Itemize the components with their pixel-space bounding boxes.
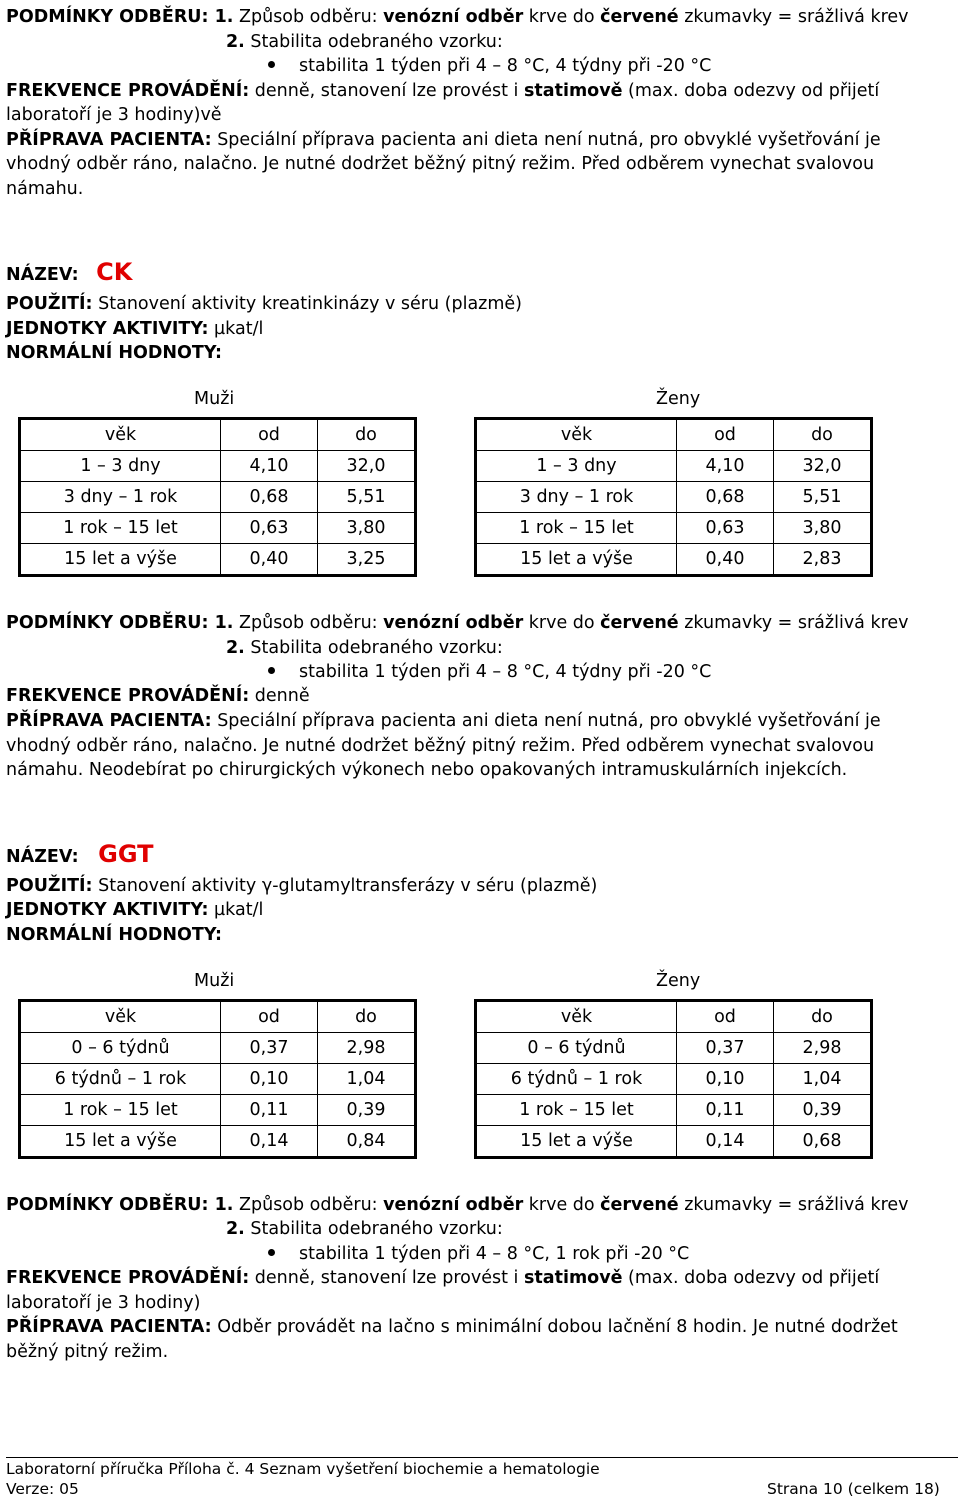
to-value-cell: 32,0 [318,451,416,482]
text: µkat/l [208,319,264,339]
from-value-cell: 0,63 [221,513,318,544]
from-value-cell: 0,14 [221,1126,318,1158]
to-value-cell: 3,80 [774,513,872,544]
stability-bullet [268,1243,689,1265]
age-cell: 3 dny – 1 rok [476,482,677,513]
footer-page-number: Strana 10 (celkem 18) [767,1480,940,1498]
frequency-line [6,80,879,102]
preparation-label: PŘÍPRAVA PACIENTA: [6,711,212,731]
text: denně, stanovení lze provést i [249,81,524,101]
from-value-cell: 0,37 [677,1033,774,1064]
from-value-cell: 0,11 [221,1095,318,1126]
column-header: do [318,419,416,451]
age-cell: 1 – 3 dny [20,451,221,482]
table-row [476,544,872,576]
preparation-label: PŘÍPRAVA PACIENTA: [6,1317,212,1337]
column-header: věk [476,419,677,451]
frequency-label: FREKVENCE PROVÁDĚNÍ: [6,686,250,706]
preparation-line [6,1316,898,1338]
table-row [20,451,416,482]
text: Speciální příprava pacienta ani dieta není nutná, pro obvyklé vyšetřování je [211,130,881,150]
ggt-women-table [474,999,873,1159]
usage-label: POUŽITÍ: [6,294,93,314]
footer-divider [6,1457,958,1458]
table-row [20,1095,416,1126]
test-name-value: CK [96,258,133,286]
to-value-cell: 0,68 [774,1126,872,1158]
age-cell: 1 rok – 15 let [476,1095,677,1126]
age-cell: 15 let a výše [20,544,221,576]
to-value-cell: 5,51 [774,482,872,513]
to-value-cell: 3,25 [318,544,416,576]
age-cell: 1 rok – 15 let [476,513,677,544]
footer-title: Laboratorní příručka Příloha č. 4 Seznam vyšetření biochemie a hematologie [6,1460,600,1478]
text: krve do [523,613,601,633]
text: stabilita 1 týden při 4 – 8 °C, 4 týdny při -20 °C [299,662,712,682]
bold-text: venózní odběr [383,1195,524,1215]
to-value-cell: 0,84 [318,1126,416,1158]
usage-line [6,293,522,315]
usage-line [6,875,597,897]
table-row [20,544,416,576]
collection-conditions-line [6,612,909,634]
table-row [20,1033,416,1064]
to-value-cell: 5,51 [318,482,416,513]
text: Způsob odběru: [233,7,384,27]
frequency-line-2: laboratoří je 3 hodiny)vě [6,105,222,125]
age-cell: 1 – 3 dny [476,451,677,482]
women-header: Ženy [656,389,701,409]
from-value-cell: 0,11 [677,1095,774,1126]
text: Odběr provádět na lačno s minimální dobou lačnění 8 hodin. Je nutné dodržet [211,1317,898,1337]
bullet-icon [268,667,275,674]
column-header: od [221,419,318,451]
column-header: do [774,1001,872,1033]
from-value-cell: 0,40 [677,544,774,576]
preparation-label: PŘÍPRAVA PACIENTA: [6,130,212,150]
to-value-cell: 0,39 [774,1095,872,1126]
table-row [20,482,416,513]
text: Stabilita odebraného vzorku: [244,638,503,658]
text: krve do [523,7,601,27]
age-cell: 3 dny – 1 rok [20,482,221,513]
text: stabilita 1 týden při 4 – 8 °C, 1 rok při -20 °C [299,1244,690,1264]
to-value-cell: 2,98 [318,1033,416,1064]
collection-conditions-line [6,1194,909,1216]
preparation-line-3: námahu. Neodebírat po chirurgických výkonech nebo opakovaných intramuskulárních injekcích. [6,760,848,780]
test-name-ck [6,258,132,289]
bold-text: červené [600,7,679,27]
from-value-cell: 0,10 [677,1064,774,1095]
conditions-label: PODMÍNKY ODBĚRU: 1. [6,613,234,633]
bold-text: červené [600,613,679,633]
text: stabilita 1 týden při 4 – 8 °C, 4 týdny při -20 °C [299,56,712,76]
frequency-line [6,685,310,707]
from-value-cell: 0,68 [677,482,774,513]
table-header-row [476,1001,872,1033]
text: zkumavky = srážlivá krev [678,1195,909,1215]
usage-label: POUŽITÍ: [6,876,93,896]
name-label: NÁZEV: [6,847,79,867]
units-label: JEDNOTKY AKTIVITY: [6,319,209,339]
text: zkumavky = srážlivá krev [678,7,909,27]
from-value-cell: 0,68 [221,482,318,513]
to-value-cell: 2,98 [774,1033,872,1064]
age-cell: 0 – 6 týdnů [20,1033,221,1064]
from-value-cell: 0,10 [221,1064,318,1095]
table-header-row [476,419,872,451]
text: Stabilita odebraného vzorku: [244,1219,503,1239]
text: µkat/l [208,900,264,920]
preparation-line-3: námahu. [6,179,84,199]
age-cell: 6 týdnů – 1 rok [20,1064,221,1095]
bold-text: venózní odběr [383,613,524,633]
age-cell: 15 let a výše [20,1126,221,1158]
frequency-label: FREKVENCE PROVÁDĚNÍ: [6,1268,250,1288]
table-header-row [20,419,416,451]
normal-values-label: NORMÁLNÍ HODNOTY: [6,925,223,945]
column-header: od [221,1001,318,1033]
text: Stanovení aktivity γ-glutamyltransferázy v séru (plazmě) [92,876,598,896]
table-row [20,1064,416,1095]
to-value-cell: 2,83 [774,544,872,576]
units-line [6,318,263,340]
units-line [6,899,263,921]
men-header: Muži [194,389,235,409]
table-row [476,1064,872,1095]
to-value-cell: 0,39 [318,1095,416,1126]
text: Způsob odběru: [233,1195,384,1215]
bold-text: statimově [523,1268,623,1288]
bullet-icon [268,61,275,68]
age-cell: 0 – 6 týdnů [476,1033,677,1064]
conditions-label: PODMÍNKY ODBĚRU: 1. [6,1195,234,1215]
column-header: do [318,1001,416,1033]
ggt-men-table [18,999,417,1159]
stability-heading [226,31,503,53]
to-value-cell: 32,0 [774,451,872,482]
column-header: věk [20,1001,221,1033]
preparation-line [6,710,881,732]
from-value-cell: 0,37 [221,1033,318,1064]
text: denně [249,686,310,706]
table-row [476,1126,872,1158]
bold-text: statimově [523,81,623,101]
to-value-cell: 1,04 [774,1064,872,1095]
text: Stanovení aktivity kreatinkinázy v séru (plazmě) [92,294,523,314]
men-header: Muži [194,971,235,991]
age-cell: 1 rok – 15 let [20,1095,221,1126]
table-row [476,482,872,513]
from-value-cell: 4,10 [677,451,774,482]
from-value-cell: 0,63 [677,513,774,544]
footer-version: Verze: 05 [6,1480,79,1498]
collection-conditions-line [6,6,909,28]
text: Speciální příprava pacienta ani dieta není nutná, pro obvyklé vyšetřování je [211,711,881,731]
text: denně, stanovení lze provést i [249,1268,524,1288]
from-value-cell: 0,40 [221,544,318,576]
ck-men-table [18,417,417,577]
column-header: od [677,1001,774,1033]
age-cell: 15 let a výše [476,544,677,576]
stability-bullet [268,661,711,683]
text: Způsob odběru: [233,613,384,633]
column-header: věk [20,419,221,451]
ck-women-table [474,417,873,577]
stability-bullet [268,55,711,77]
bold-text: venózní odběr [383,7,524,27]
table-header-row [20,1001,416,1033]
bold-text: červené [600,1195,679,1215]
name-label: NÁZEV: [6,265,79,285]
text: (max. doba odezvy od přijetí [622,81,880,101]
to-value-cell: 3,80 [318,513,416,544]
age-cell: 15 let a výše [476,1126,677,1158]
table-row [476,513,872,544]
table-row [476,451,872,482]
test-name-value: GGT [98,840,154,868]
bullet-icon [268,1249,275,1256]
list-number: 2. [226,638,245,658]
preparation-line-2: vhodný odběr ráno, nalačno. Je nutné dodržet běžný pitný režim. Před odběrem vynechat svalovou [6,154,875,174]
text: (max. doba odezvy od přijetí [622,1268,880,1288]
conditions-label: PODMÍNKY ODBĚRU: 1. [6,7,234,27]
table-row [20,513,416,544]
frequency-line [6,1267,879,1289]
text: krve do [523,1195,601,1215]
column-header: věk [476,1001,677,1033]
test-name-ggt [6,840,154,871]
women-header: Ženy [656,971,701,991]
stability-heading [226,1218,503,1240]
age-cell: 1 rok – 15 let [20,513,221,544]
list-number: 2. [226,32,245,52]
units-label: JEDNOTKY AKTIVITY: [6,900,209,920]
list-number: 2. [226,1219,245,1239]
column-header: do [774,419,872,451]
preparation-line [6,129,881,151]
table-row [476,1033,872,1064]
text: zkumavky = srážlivá krev [678,613,909,633]
from-value-cell: 0,14 [677,1126,774,1158]
table-row [476,1095,872,1126]
table-row [20,1126,416,1158]
normal-values-label: NORMÁLNÍ HODNOTY: [6,343,223,363]
preparation-line-2: vhodný odběr ráno, nalačno. Je nutné dodržet běžný pitný režim. Před odběrem vynechat svalovou [6,736,875,756]
frequency-line-2: laboratoří je 3 hodiny) [6,1293,201,1313]
from-value-cell: 4,10 [221,451,318,482]
frequency-label: FREKVENCE PROVÁDĚNÍ: [6,81,250,101]
text: Stabilita odebraného vzorku: [244,32,503,52]
preparation-line-2: běžný pitný režim. [6,1342,169,1362]
to-value-cell: 1,04 [318,1064,416,1095]
age-cell: 6 týdnů – 1 rok [476,1064,677,1095]
column-header: od [677,419,774,451]
stability-heading [226,637,503,659]
